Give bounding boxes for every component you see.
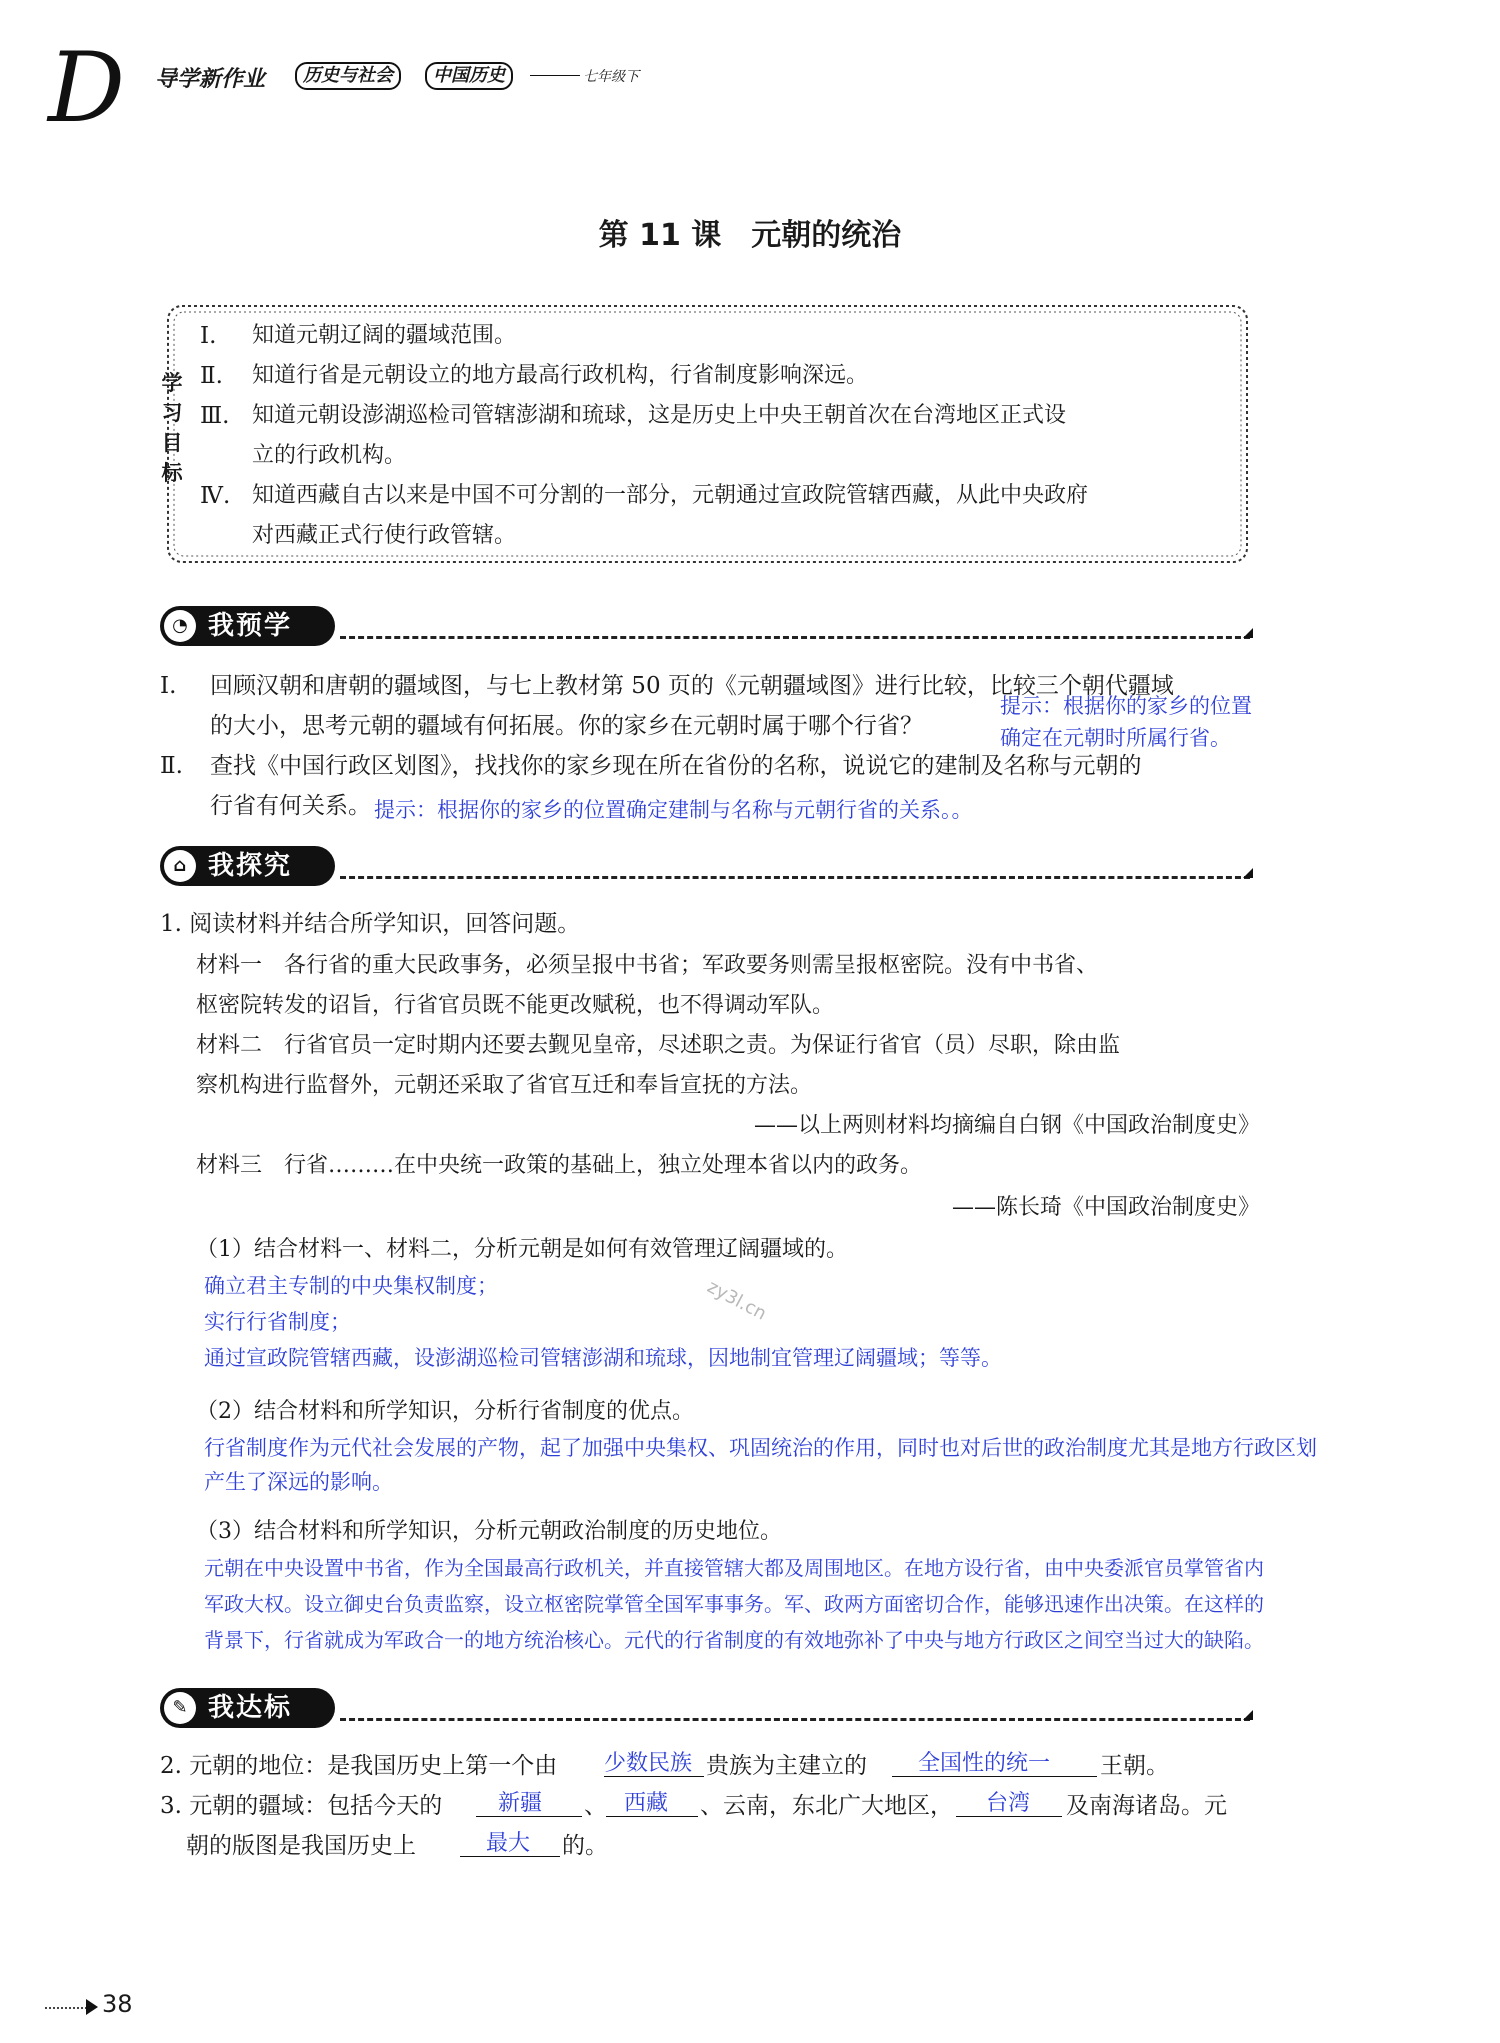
grade-label: 七年级下 <box>583 69 639 85</box>
objective-text: 知道元朝辽阔的疆域范围。 <box>252 323 517 348</box>
handwritten-answer: 通过宣政院管辖西藏，设澎湖巡检司管辖澎湖和琉球，因地制宜管理辽阔疆域；等等。 <box>204 1346 1002 1370</box>
subject-label: 历史与社会 <box>295 62 401 90</box>
handwritten-answer: 元朝在中央设置中书省，作为全国最高行政机关，并直接管辖大都及周围地区。在地方设行省，由中央委派官员掌管省内 <box>204 1556 1264 1580</box>
material-text: 材料一 各行省的重大民政事务，必须呈报中书省；军政要务则需呈报枢密院。没有中书省、 <box>196 953 1099 978</box>
assess-icon: ✎ <box>164 1692 196 1724</box>
fill-blank[interactable] <box>460 1826 560 1857</box>
explore-icon: ⌂ <box>164 850 196 882</box>
section-divider <box>340 876 1250 879</box>
fill-blank[interactable] <box>476 1786 582 1817</box>
question-text: 查找《中国行政区划图》，找找你的家乡现在所在省份的名称，说说它的建制及名称与元朝的 <box>210 753 1142 779</box>
explore-section-header <box>160 846 335 886</box>
objective-number: Ⅲ. <box>200 403 230 429</box>
page-arrow-icon <box>86 1999 98 2015</box>
section-end-marker <box>1243 868 1253 878</box>
page-number-leader <box>45 2007 87 2009</box>
handwritten-answer: 全国性的统一 <box>918 1751 1051 1776</box>
question-text: 的大小，思考元朝的疆域有何拓展。你的家乡在元朝时属于哪个行省？ <box>210 713 923 739</box>
handwritten-answer: 新疆 <box>498 1791 543 1816</box>
objective-text: 立的行政机构。 <box>252 443 407 468</box>
fill-blank[interactable] <box>956 1786 1062 1817</box>
watermark: zy3l.cn <box>703 1276 770 1325</box>
material-source: ——以上两则材料均摘编自白钢《中国政治制度史》 <box>753 1113 1260 1138</box>
handwritten-answer: 确立君主专制的中央集权制度； <box>204 1274 498 1298</box>
handwritten-answer: 最大 <box>486 1831 531 1856</box>
objective-number: Ⅳ. <box>200 483 231 509</box>
assess-heading: 我达标 <box>208 1693 293 1723</box>
objective-text: 知道元朝设澎湖巡检司管辖澎湖和琉球，这是历史上中央王朝首次在台湾地区正式设 <box>252 403 1067 428</box>
fill-blank[interactable] <box>604 1746 704 1777</box>
preview-section-header <box>160 606 335 646</box>
section-end-marker <box>1243 628 1253 638</box>
page-number: 38 <box>102 1990 133 2018</box>
question-text: 王朝。 <box>1100 1753 1169 1779</box>
objective-text: 对西藏正式行使行政管辖。 <box>252 523 517 548</box>
handwritten-hint: 提示：根据你的家乡的位置确定建制与名称与元朝行省的关系。。 <box>374 798 973 822</box>
explore-heading: 我探究 <box>208 851 293 881</box>
sub-question: （3）结合材料和所学知识，分析元朝政治制度的历史地位。 <box>196 1519 782 1544</box>
section-end-marker <box>1243 1710 1253 1720</box>
material-text: 枢密院转发的诏旨，行省官员既不能更改赋税，也不得调动军队。 <box>196 993 835 1018</box>
material-text: 材料二 行省官员一定时期内还要去觐见皇帝，尽述职之责。为保证行省官（员）尽职，除由监 <box>196 1033 1121 1058</box>
fill-blank[interactable] <box>892 1746 1097 1777</box>
question-text: 及南海诸岛。元 <box>1066 1793 1227 1819</box>
handwritten-answer: 台湾 <box>986 1791 1031 1816</box>
question-text: 贵族为主建立的 <box>706 1753 867 1779</box>
question-text: 回顾汉朝和唐朝的疆域图，与七上教材第 50 页的《元朝疆域图》进行比较，比较三个朝代疆域 <box>210 673 1174 699</box>
side-char: 学 <box>161 371 183 395</box>
material-source: ——陈长琦《中国政治制度史》 <box>951 1195 1260 1220</box>
fill-blank[interactable] <box>606 1786 698 1817</box>
handwritten-answer: 实行行省制度； <box>204 1310 351 1334</box>
question-number: Ⅰ. <box>160 673 177 699</box>
handwritten-hint: 确定在元朝时所属行省。 <box>1000 726 1231 750</box>
header-divider <box>530 75 580 76</box>
series-logo: D <box>48 32 125 144</box>
sub-question: （2）结合材料和所学知识，分析行省制度的优点。 <box>196 1399 694 1424</box>
question-text: 行省有何关系。 <box>210 793 371 819</box>
handwritten-answer: 产生了深远的影响。 <box>204 1470 393 1494</box>
handwritten-answer: 西藏 <box>624 1791 669 1816</box>
series-name: 导学新作业 <box>155 67 266 92</box>
objective-text: 知道西藏自古以来是中国不可分割的一部分，元朝通过宣政院管辖西藏，从此中央政府 <box>252 483 1089 508</box>
side-char: 标 <box>161 461 183 485</box>
objective-number: Ⅰ. <box>200 323 217 349</box>
material-text: 材料三 行省………在中央统一政策的基础上，独立处理本省以内的政务。 <box>196 1153 923 1178</box>
sub-question: （1）结合材料一、材料二，分析元朝是如何有效管理辽阔疆域的。 <box>196 1237 848 1262</box>
question-text: 、云南，东北广大地区， <box>700 1793 953 1819</box>
preview-heading: 我预学 <box>208 611 293 641</box>
question-text: 3. 元朝的疆域：包括今天的 <box>160 1793 443 1819</box>
material-text: 察机构进行监督外，元朝还采取了省官互迁和奉旨宣抚的方法。 <box>196 1073 813 1098</box>
handwritten-hint: 提示：根据你的家乡的位置 <box>1000 694 1252 718</box>
handwritten-answer: 军政大权。设立御史台负责监察，设立枢密院掌管全国军事事务。军、政两方面密切合作，能够迅速作出决策。在这样的 <box>204 1592 1264 1616</box>
handwritten-answer: 背景下，行省就成为军政合一的地方统治核心。元代的行省制度的有效地弥补了中央与地方行政区之间空当过大的缺陷。 <box>204 1628 1264 1652</box>
handwritten-answer: 行省制度作为元代社会发展的产物，起了加强中央集权、巩固统治的作用，同时也对后世的政治制度尤其是地方行政区划 <box>204 1436 1317 1460</box>
lesson-title: 第 11 课 元朝的统治 <box>598 218 902 253</box>
objective-number: Ⅱ. <box>200 363 223 389</box>
question-number: Ⅱ. <box>160 753 183 779</box>
book-label: 中国历史 <box>425 62 513 90</box>
question-text: 2. 元朝的地位：是我国历史上第一个由 <box>160 1753 558 1779</box>
side-char: 目 <box>161 431 183 455</box>
question-intro: 1. 阅读材料并结合所学知识，回答问题。 <box>160 911 581 937</box>
objectives-side-label <box>160 368 184 488</box>
question-text: 的。 <box>562 1833 608 1859</box>
section-divider <box>340 636 1250 639</box>
side-char: 习 <box>161 401 183 425</box>
preview-icon: ◔ <box>164 610 196 642</box>
objective-text: 知道行省是元朝设立的地方最高行政机构，行省制度影响深远。 <box>252 363 869 388</box>
question-text: 朝的版图是我国历史上 <box>186 1833 416 1859</box>
assess-section-header <box>160 1688 335 1728</box>
question-text: 、 <box>584 1793 607 1819</box>
section-divider <box>340 1718 1250 1721</box>
handwritten-answer: 少数民族 <box>604 1751 693 1776</box>
